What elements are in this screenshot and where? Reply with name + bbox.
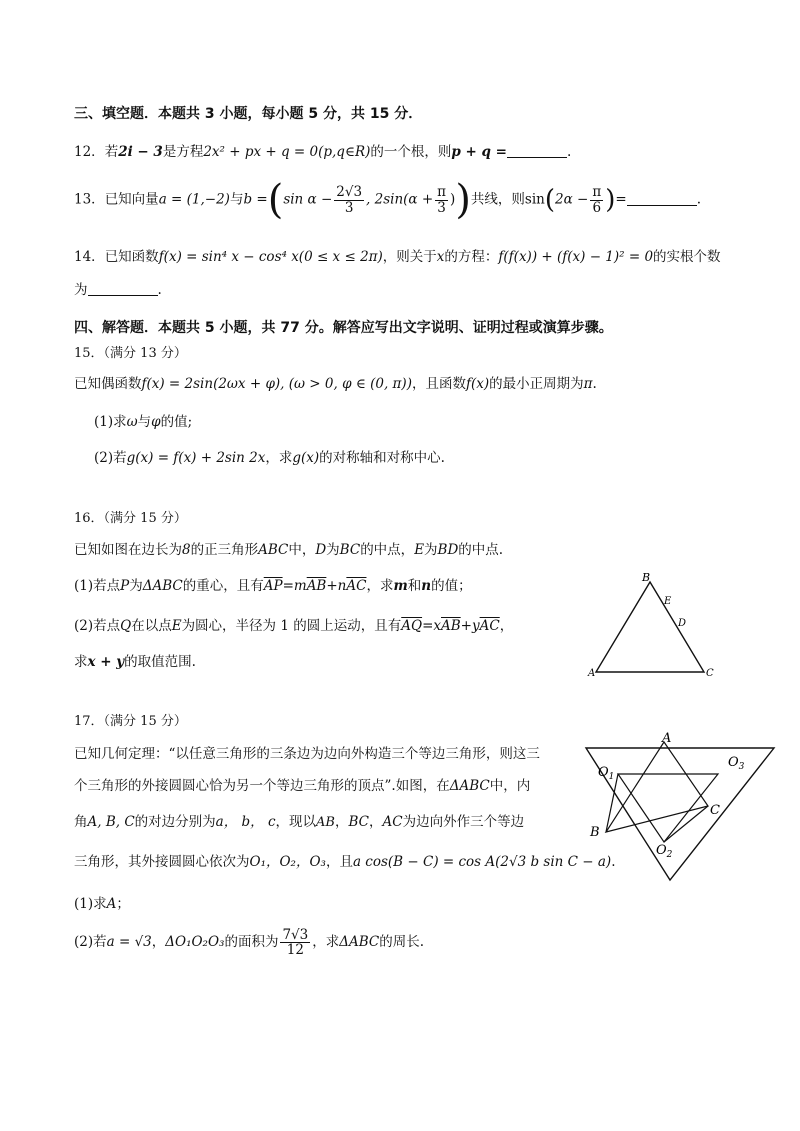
q15-stem-3: 的最小正周期为	[489, 376, 584, 392]
q16-p1-ap: $\overline{AP}$	[263, 578, 283, 594]
q16-label-B: B	[642, 571, 651, 584]
q17-line-1: 已知几何定理：“以任意三角形的三条边为边向外构造三个等边三角形，则这三	[74, 746, 540, 762]
q14-text-2: ，则关于	[382, 249, 437, 265]
q15-part-1	[94, 410, 192, 430]
q17-line-4	[74, 850, 615, 870]
q15-stem-2: ，且函数	[411, 376, 466, 392]
q16-label-D: D	[678, 618, 687, 629]
q17-p2-e: 的周长.	[379, 934, 425, 951]
q16-p1-ac: $\overline{AC}$	[346, 578, 367, 594]
q16-part-2	[74, 614, 513, 634]
q13-right-paren: )	[455, 177, 471, 223]
q13-text-3: 共线，则	[470, 191, 525, 208]
q12-answer-blank	[507, 145, 567, 158]
q16-label-A: A	[588, 668, 596, 679]
q16-p1-m: m	[293, 578, 307, 594]
q17-p1-A: A	[106, 896, 117, 912]
q12-equation: 2x² + px + q = 0(p,q∈R)	[203, 144, 371, 160]
q16-p1-d: ，求	[366, 578, 394, 594]
q13-sin: sin	[524, 191, 545, 208]
q17-p2-tri: ΔO₁O₂O₃	[165, 934, 225, 951]
q13-b-fraction	[334, 185, 364, 214]
q14-text-5: 为	[74, 282, 88, 298]
q15-function: f(x) = 2sin(2ωx + φ), (ω > 0, φ ∈ (0, π))	[141, 376, 412, 392]
q15-part-2	[94, 446, 445, 466]
q13-b-part-3: )	[450, 191, 456, 208]
q16-stem-4: 为	[326, 542, 340, 558]
q16-stem-5: 的中点，	[360, 542, 415, 558]
q12-expr-2: p + q =	[451, 144, 507, 160]
question-14-line-1	[74, 245, 721, 265]
q17-l4-end: .	[611, 854, 616, 870]
q17-label-O3-sub: 3	[738, 762, 745, 772]
q16-p2-y: y	[471, 618, 480, 634]
q13-vector-a: a = (1,−2)	[158, 191, 230, 208]
q17-label-C: C	[710, 803, 720, 818]
q17-l3-e: ，	[368, 814, 383, 830]
q17-l3-a: 角	[74, 814, 88, 830]
q14-x: x	[436, 249, 445, 265]
q12-text-1: 若	[104, 144, 119, 160]
q16-stem	[74, 538, 503, 558]
q16-abc: ABC	[258, 542, 289, 558]
q12-text-3: 的一个根，则	[370, 144, 452, 160]
q16-p2-Q: Q	[120, 618, 132, 634]
q17-l3-ab: AB	[316, 815, 335, 830]
q16-p1-n: n	[337, 578, 347, 594]
q16-p2-d: ，	[499, 618, 514, 634]
section4-title: 四、解答题．本题共 5 小题，共 77 分。解答应写出文字说明、证明过程或演算步骤。	[74, 320, 613, 336]
q12-end: .	[567, 144, 572, 160]
q17-l2-a: 个三角形的外接圆圆心恰为另一个等边三角形的顶点”.如图，在	[74, 778, 450, 794]
q16-p2-xy: x + y	[87, 654, 125, 670]
q17-label-O3-main: O	[728, 755, 739, 770]
q16-stem-2: 的正三角形	[190, 542, 259, 558]
q17-p2-d: ，求	[312, 934, 340, 951]
q16-header: 16．（满分 15 分）	[74, 511, 187, 526]
q16-stem-1: 已知如图在边长为	[74, 542, 182, 558]
q17-p1-end: ；	[116, 896, 130, 912]
q17-label-O2-main: O	[656, 843, 667, 858]
q15-header: 15．（满分 13 分）	[74, 346, 187, 361]
q17-l4-o: O₁，O₂，O₃	[249, 854, 326, 870]
q16-p1-m2: m	[393, 578, 408, 594]
q16-bc: BC	[339, 542, 361, 558]
q14-function: f(x) = sin⁴ x − cos⁴ x(0 ≤ x ≤ 2π)	[158, 249, 383, 265]
q17-p2-abc: ΔABC	[339, 934, 380, 951]
q17-line-3	[74, 810, 524, 830]
q17-l3-d: ，	[334, 814, 349, 830]
q13-sin-inner: 2α −	[555, 191, 589, 208]
q13-number: 13．	[74, 191, 105, 208]
section3-title: 三、填空题．本题共 3 小题，每小题 5 分，共 15 分．	[74, 106, 423, 122]
q17-l3-ac: AC	[382, 814, 403, 830]
q16-side: 8	[182, 542, 191, 558]
q13-b-fraction-num: 2√3	[336, 184, 363, 201]
q16-p1-eq: =	[282, 578, 294, 594]
q13-end: .	[696, 191, 701, 208]
q13-sin-pi-num: π	[592, 184, 602, 201]
q13-sin-left-paren: (	[544, 185, 556, 215]
q13-pi-fraction	[435, 185, 448, 214]
q13-left-paren: (	[267, 177, 284, 223]
q14-text-4: 的实根个数	[653, 249, 721, 265]
q17-part-1	[74, 892, 130, 912]
q13-pi-den: 3	[437, 199, 446, 216]
question-13	[74, 177, 701, 223]
q15-part1-a: (1)求	[94, 414, 127, 430]
q17-p2-c: 的面积为	[224, 934, 279, 951]
q16-p2-plus: +	[460, 618, 472, 634]
q17-l2-tri: ΔABC	[449, 778, 490, 794]
q17-p2-b: ，	[151, 934, 166, 951]
q16-p2-eq: =	[422, 618, 434, 634]
q16-stem-6: 为	[424, 542, 438, 558]
q15-stem-end: .	[592, 376, 597, 392]
q16-p2-line2-a: 求	[74, 654, 88, 670]
q16-p2-line2-b: 的取值范围.	[124, 654, 196, 670]
q13-b-part-2: , 2sin(α +	[366, 191, 434, 208]
q16-triangle	[596, 582, 704, 672]
q16-triangle-figure	[580, 568, 720, 688]
q15-part1-c: 与	[137, 414, 152, 430]
q17-p2-fraction	[280, 928, 310, 957]
q16-e: E	[414, 542, 425, 558]
q13-sin-fraction	[590, 185, 603, 214]
q16-label-C: C	[706, 668, 714, 679]
q17-l3-c: ，现以	[275, 814, 317, 830]
q13-b-fraction-den: 3	[344, 199, 354, 216]
q17-p2-den: 12	[286, 942, 304, 959]
q17-l3-f: 为边向外作三个等边	[402, 814, 525, 830]
q17-geometry-figure	[578, 724, 778, 889]
q13-text-2: 与	[229, 191, 244, 208]
q17-label-O3	[728, 755, 745, 772]
q16-p1-plus: +	[326, 578, 338, 594]
q12-text-2: 是方程	[162, 144, 204, 160]
q17-l4-b: ，且	[325, 854, 353, 870]
q17-outer-triangle	[586, 748, 774, 880]
q16-p1-b: 为	[129, 578, 143, 594]
q14-text-1: 已知函数	[104, 249, 159, 265]
q16-label-E: E	[664, 596, 672, 607]
q16-p2-aq: $\overline{AQ}$	[401, 618, 423, 634]
q15-part2-c: ，求	[265, 450, 293, 466]
q16-stem-3: 中，	[288, 542, 316, 558]
q17-part-2	[74, 928, 424, 957]
q17-label-O1-sub: 1	[608, 772, 615, 782]
question-12	[74, 140, 571, 160]
question-14-line-2	[74, 278, 162, 298]
q15-stem-1: 已知偶函数	[74, 376, 142, 392]
q15-part2-gx: g(x)	[292, 450, 320, 466]
q17-label-O2-sub: 2	[666, 850, 673, 860]
q17-header: 17．（满分 15 分）	[74, 714, 187, 729]
q13-sin-pi-den: 6	[592, 199, 602, 216]
q17-p2-num: 7√3	[282, 927, 309, 943]
q17-label-O1-main: O	[598, 765, 609, 780]
q17-label-O2	[656, 843, 673, 860]
q16-p2-ab: $\overline{AB}$	[441, 618, 461, 634]
q17-l4-eq: a cos(B − C) = cos A(2√3 b sin C − a)	[352, 854, 612, 870]
q16-p1-a: (1)若点	[74, 578, 121, 594]
q14-text-3: 的方程：	[444, 249, 499, 265]
q15-part2-e: 的对称轴和对称中心.	[319, 450, 445, 466]
q13-eq: =	[615, 191, 627, 208]
q16-p1-e: 和	[407, 578, 422, 594]
q14-equation: f(f(x)) + (f(x) − 1)² = 0	[498, 249, 654, 265]
q16-p2-x: x	[433, 618, 441, 634]
q16-p1-P: P	[120, 578, 130, 594]
q15-part1-omega: ω	[126, 414, 138, 430]
q14-end: .	[157, 282, 162, 298]
q17-p2-eq: a = √3	[106, 934, 152, 951]
q16-p1-n2: n	[421, 578, 432, 594]
q15-function-2: f(x)	[465, 376, 490, 392]
q16-p2-c: 为圆心，半径为 1 的圆上运动，且有	[181, 618, 402, 634]
q17-l4-a: 三角形，其外接圆圆心依次为	[74, 854, 250, 870]
q16-p2-a: (2)若点	[74, 618, 121, 634]
q12-number: 12．	[74, 144, 105, 160]
q13-text-1: 已知向量	[104, 191, 159, 208]
q15-part1-e: 的值;	[160, 414, 193, 430]
q15-part2-a: (2)若	[94, 450, 127, 466]
q17-p1-a: (1)求	[74, 896, 107, 912]
q13-sin-right-paren: )	[605, 185, 616, 215]
q12-expr-1: 2i − 3	[118, 144, 163, 160]
q15-pi: π	[583, 376, 593, 392]
q14-number: 14．	[74, 249, 105, 265]
q17-l2-b: 中，内	[489, 778, 531, 794]
q17-l3-abc: A, B, C	[87, 814, 135, 830]
q17-l3-sides: a， b， c	[215, 814, 276, 830]
q17-line-2	[74, 774, 530, 794]
q16-p1-tri: ΔABC	[142, 578, 183, 594]
q16-p2-b: 在以点	[131, 618, 172, 634]
q17-triangle-o1o2o3	[618, 774, 718, 842]
q16-part-1	[74, 574, 472, 594]
q14-answer-blank	[88, 283, 158, 296]
q17-p2-a: (2)若	[74, 934, 107, 951]
q17-label-A: A	[662, 731, 672, 746]
q13-answer-blank	[627, 193, 697, 206]
q13-vector-b: b =	[243, 191, 268, 208]
q15-part1-phi: φ	[151, 414, 161, 430]
q16-p2-E: E	[171, 618, 182, 634]
q15-part2-g: g(x) = f(x) + 2sin 2x	[126, 450, 266, 466]
q16-p1-c: 的重心，且有	[182, 578, 264, 594]
q16-part-2-line-2	[74, 650, 196, 670]
q17-label-B: B	[590, 825, 600, 840]
q16-bd: BD	[437, 542, 459, 558]
q16-d: D	[315, 542, 327, 558]
q16-stem-7: 的中点.	[458, 542, 504, 558]
q16-p1-ab: $\overline{AB}$	[306, 578, 327, 594]
q16-p2-ac: $\overline{AC}$	[479, 618, 500, 634]
q17-l3-b: 的对边分别为	[134, 814, 216, 830]
q13-b-part-1: sin α −	[283, 191, 333, 208]
q16-p1-f: 的值；	[431, 578, 472, 594]
q13-pi-num: π	[437, 184, 447, 201]
q17-l3-bc: BC	[348, 814, 369, 830]
q17-label-O1	[598, 765, 614, 782]
q15-stem	[74, 372, 597, 392]
